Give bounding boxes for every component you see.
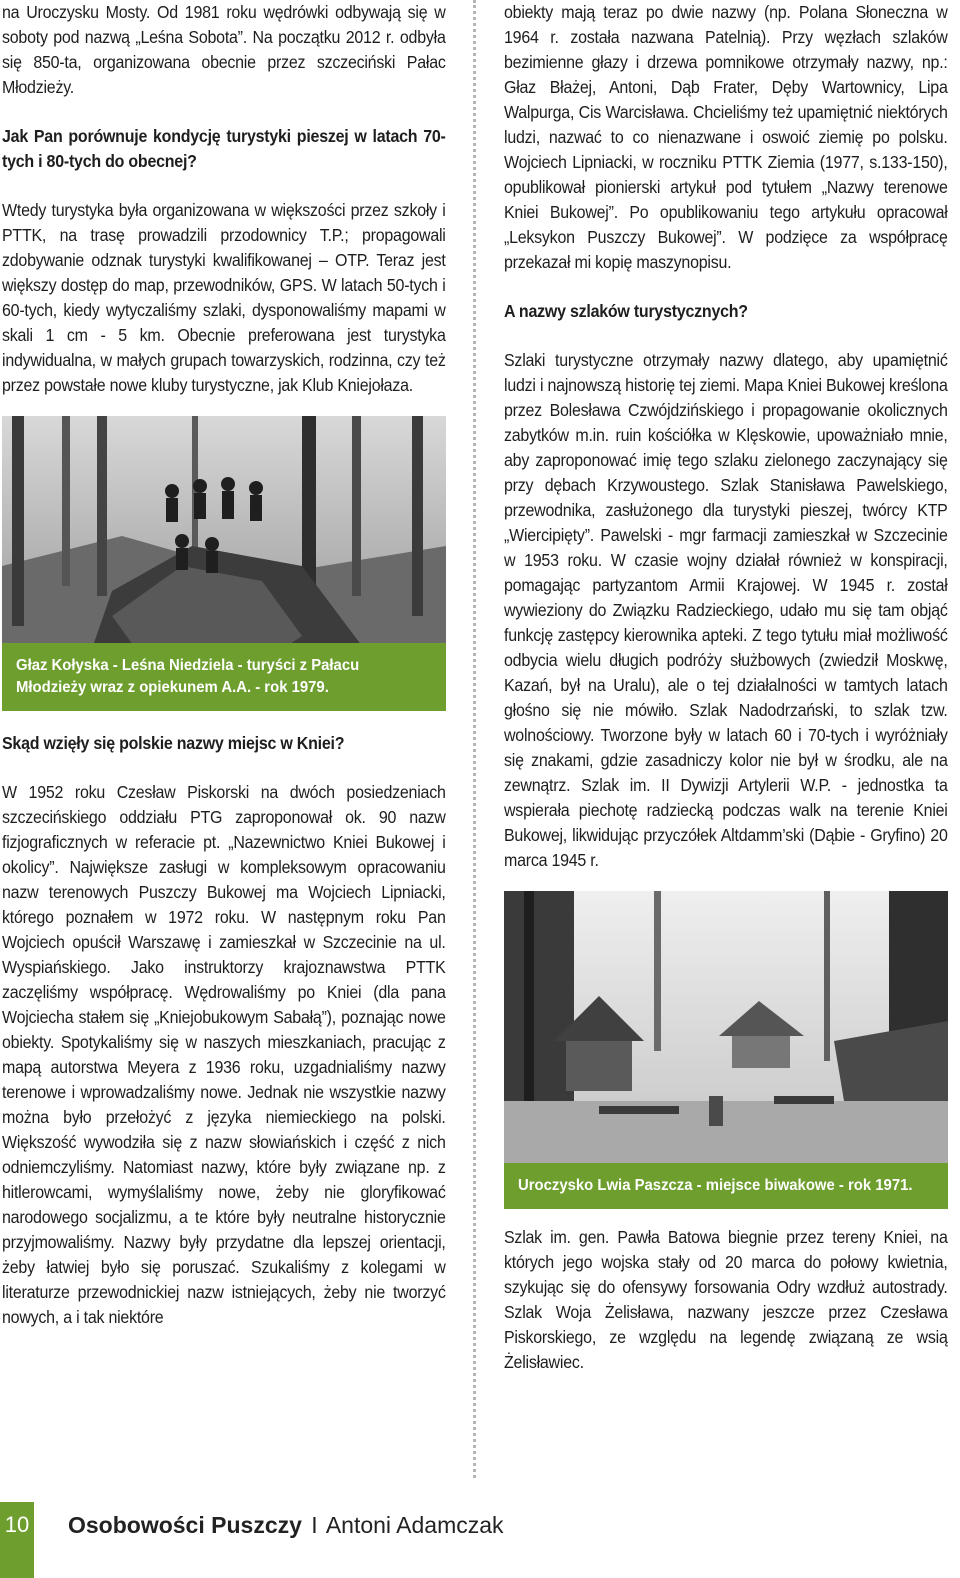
footer-title [68,1512,504,1539]
campsite-photo-image [504,891,948,1209]
left-paragraph-1: na Uroczysku Mosty. Od 1981 roku wędrówki odbywają się w soboty pod nazwą „Leśna Sobota”. Na początku 2012 r. odbyła się 850-ta, organizowana obecnie przez szczeciński Pałac Młodzieży. [2,2,446,97]
photo-boulder-tourists [2,416,446,711]
photo-caption-2: Uroczysko Lwia Paszcza - miejsce biwakowe - rok 1971. [504,1163,948,1209]
page-number: 10 [0,1502,34,1578]
right-paragraph-3: Szlak im. gen. Pawła Batowa biegnie przez tereny Kniei, na których jego wojska stały od 20 marca do połowy kwietnia, szykując się do ofensywy forsowania Odry wzdłuż autostrady. Szlak Woja Żelisława, nazwany jeszcze przez Czesława Piskorskiego, ze względu na legendę związaną ze wsią Żelisławiec. [504,1227,948,1372]
question-heading-2: Skąd wzięły się polskie nazwy miejsc w Kniei? [2,733,345,753]
column-divider [473,0,476,1478]
right-column [504,0,948,1375]
left-paragraph-3: W 1952 roku Czesław Piskorski na dwóch posiedzeniach szczecińskiego oddziału PTG zaproponował ok. 90 nazw fizjograficznych w referacie pt. „Nazewnictwo Kniei Bukowej i okolicy”. Największe zasługi w kompleksowym opracowaniu nazw terenowych Puszczy Bukowej ma Wojciech Lipniacki, którego poznałem w 1972 roku. W następnym roku Pan Wojciech opuścił Warszawę i zamieszkał w Szczecinie na ul. Wyspiańskiego. Jako instruktorzy krajoznawstwa PTTK zaczęliśmy współpracę. Wędrowaliśmy po Kniei (dla pana Wojciecha stałem się „Kniejobukowym Sabałą”), poznając nowe obiekty. Spotykaliśmy się w naszych mieszkaniach, pracując z mapą autorstwa Meyera z 1936 roku, uzgadnialiśmy nazwy terenowe i wprowadzaliśmy nowe. Jednak nie wszystkie nazwy można było przełożyć z języka niemieckiego na polski. Większość wywodziła się z nazw słowiańskich i część z nich odniemczyliśmy. Natomiast nazwy, które były związane np. z hitlerowcami, wymyślaliśmy nowe, żeby nie gloryfikować narodowego socjalizmu, a te które były neutralne historycznie przyjmowaliśmy. Nazwy były przydatne dla lepszej orientacji, żeby łatwiej było się poruszać. Szukaliśmy z kolegami w literaturze przewodnickiej nazw istniejących, żeby nie tworzyć nowych, a i tak niektóre [2,782,446,1327]
footer-title-bold: Osobowości Puszczy [68,1512,302,1538]
left-paragraph-2: Wtedy turystyka była organizowana w większości przez szkoły i PTTK, na trasę prowadzili przodownicy T.P.; propagowali zdobywanie odznak turystyki kwalifikowanej – OTP. Teraz jest większy dostęp do map, przewodników, GPS. W latach 50-tych i 60-tych, kiedy wytyczaliśmy szlaki, dysponowaliśmy mapami w skali 1 cm - 5 km. Obecnie preferowana jest turystyka indywidualna, w małych grupach towarzyskich, rodzinna, czy też przez powstałe nowe kluby turystyczne, jak Klub Kniejołaza. [2,200,446,395]
question-heading-1: Jak Pan porównuje kondycję turystyki pieszej w latach 70-tych i 80-tych do obecnej? [2,126,446,171]
question-heading-3: A nazwy szlaków turystycznych? [504,301,748,321]
photo-campsite [504,891,948,1209]
footer-author: Antoni Adamczak [325,1512,504,1538]
footer-separator: I [311,1512,318,1538]
left-column [2,0,446,1330]
photo-caption-1: Głaz Kołyska - Leśna Niedziela - turyści z Pałacu Młodzieży wraz z opiekunem A.A. - rok 1979. [2,643,446,711]
page-footer [0,1502,960,1578]
right-paragraph-2: Szlaki turystyczne otrzymały nazwy dlatego, aby upamiętnić ludzi i najnowszą historię tej ziemi. Mapa Kniei Bukowej kreślona przez Bolesława Czwójdzińskiego i propagowanie okolicznych zabytków m.in. ruin kościółka w Klęskowie, upoważniało mnie, aby zaproponować imię tego szlaku zielonego zaczynający się przy dębach Krzywoustego. Szlak Stanisława Pawelskiego, przewodnika, zasłużonego dla turystyki pieszej, twórcy KTP „Wiercipięty”. Pawelski - mgr farmacji zamieszkał w Szczecinie w 1953 roku. W czasie wojny działał również w konspiracji, pomagając partyzantom Armii Krajowej. W 1945 r. został wywieziony do Związku Radzieckiego, udało mu się tam objąć funkcję zastępcy kierownika apteki. Z tego tytułu miał możliwość odbycia wielu długich podróży służbowych (zwiedził Moskwę, Kazań, był na Uralu), ale o tej działalności w tamtych latach głośno się nie mówiło. Szlak Nadodrzański, to szlak tzw. wolnościowy. Tworzone były w latach 60 i 70-tych i wyróżniały się znakami, gdzie zasadniczy kolor nie był w środku, ale na zewnątrz. Szlak im. II Dywizji Artylerii W.P. - jednostka ta wspierała piechotę radziecką podczas walk na terenie Kniei Bukowej, likwidując przyczółek Altdamm’ski (Dąbie - Gryfino) 20 marca 1945 r. [504,350,948,870]
right-paragraph-1: obiekty mają teraz po dwie nazwy (np. Polana Słoneczna w 1964 r. została nazwana Patelnią). Przy węzłach szlaków bezimienne głazy i drzewa pomnikowe otrzymały nazwy, np.: Głaz Błażej, Antoni, Dąb Frater, Dęby Wartownicy, Lipa Walpurga, Cis Warcisława. Chcieliśmy też upamiętnić niektórych ludzi, nazwać to co nienazwane i oswoić ziemię po polsku. Wojciech Lipniacki, w roczniku PTTK Ziemia (1977, s.133-150), opublikował pionierski artykuł pod tytułem „Nazwy terenowe Kniei Bukowej”. Po opublikowaniu tego artykułu opracował „Leksykon Puszczy Bukowej”. W podzięce za współpracę przekazał mi kopię maszynopisu. [504,2,948,272]
